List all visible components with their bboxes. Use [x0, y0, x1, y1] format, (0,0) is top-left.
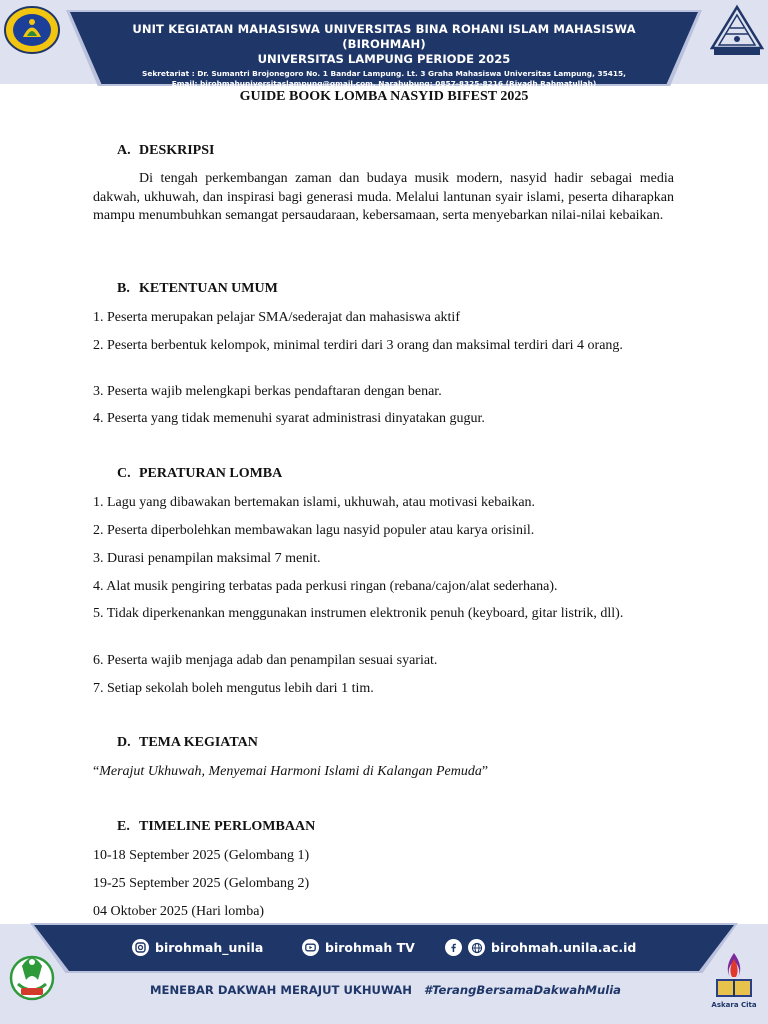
website-url: birohmah.unila.ac.id — [491, 940, 637, 955]
timeline-item: 04 Oktober 2025 (Hari lomba) — [93, 904, 265, 919]
list-item: 3. Durasi penampilan maksimal 7 menit. — [93, 551, 321, 566]
list-item: 7. Setiap sekolah boleh mengutus lebih dari 1 tim. — [93, 681, 374, 696]
askara-cita-label: Askara Cita — [711, 1001, 757, 1009]
list-item: 3. Peserta wajib melengkapi berkas pendaftaran dengan benar. — [93, 384, 442, 399]
list-item: 5. Tidak diperkenankan menggunakan instrumen elektronik penuh (keyboard, gitar listrik, dll). — [93, 606, 624, 621]
section-title: KETENTUAN UMUM — [139, 281, 278, 296]
section-heading-ketentuan-umum — [117, 281, 278, 297]
header-university-period: UNIVERSITAS LAMPUNG PERIODE 2025 — [257, 52, 511, 66]
timeline-item: 19-25 September 2025 (Gelombang 2) — [93, 876, 310, 891]
header-address: Sekretariat : Dr. Sumantri Brojonegoro No. 1 Bandar Lampung. Lt. 3 Graha Mahasiswa Universitas Lampung, 35415, — [142, 69, 626, 78]
instagram-icon — [132, 939, 149, 956]
universitas-lampung-logo-icon — [3, 4, 61, 56]
list-item: 4. Alat musik pengiring terbatas pada perkusi ringan (rebana/cajon/alat sederhana). — [93, 579, 558, 594]
deskripsi-paragraph: Di tengah perkembangan zaman dan budaya musik modern, nasyid hadir sebagai media dakwah, ukhuwah, dan inspirasi bagi generasi muda. Melalui lantunan syair islami, peserta diharapkan mampu menumbuhkan semangat persaudaraan, kebersamaan, serta menyebarkan nilai-nilai kebaikan. — [93, 171, 674, 224]
timeline-item: 10-18 September 2025 (Gelombang 1) — [93, 848, 310, 863]
header-organization-name: UNIT KEGIATAN MAHASISWA UNIVERSITAS BINA ROHANI ISLAM MAHASISWA (BIROHMAH) — [132, 22, 636, 51]
section-letter: D. — [117, 735, 131, 750]
facebook-icon — [445, 939, 462, 956]
youtube-channel: birohmah TV — [325, 940, 415, 955]
footer-hashtag: #TerangBersamaDakwahMulia — [424, 983, 621, 997]
header-text — [90, 22, 678, 89]
instagram-link[interactable] — [132, 939, 263, 956]
section-heading-peraturan-lomba — [117, 466, 282, 482]
footer-tagline: MENEBAR DAKWAH MERAJUT UKHUWAH — [150, 983, 412, 997]
list-item: 4. Peserta yang tidak memenuhi syarat administrasi dinyatakan gugur. — [93, 411, 485, 426]
youtube-icon — [302, 939, 319, 956]
website-link[interactable] — [445, 939, 636, 956]
section-letter: B. — [117, 281, 130, 296]
open-quote: “ — [93, 764, 100, 779]
section-letter: C. — [117, 466, 131, 481]
list-item: 2. Peserta diperbolehkan membawakan lagu nasyid populer atau karya orisinil. — [93, 523, 535, 538]
section-heading-deskripsi — [117, 143, 214, 159]
list-item: 2. Peserta berbentuk kelompok, minimal terdiri dari 3 orang dan maksimal terdiri dari 4 orang. — [93, 338, 623, 353]
section-title: TIMELINE PERLOMBAAN — [139, 819, 316, 834]
header-contact: Email: birohmahuniversitaslampung@gmail.com. Narahubung: 0857-8325-8216 (Riyadh Rahmatullah) — [171, 79, 597, 88]
theme-quote — [93, 763, 674, 781]
section-title: TEMA KEGIATAN — [139, 735, 258, 750]
instagram-handle: birohmah_unila — [155, 940, 264, 955]
theme-text: Merajut Ukhuwah, Menyemai Harmoni Islami di Kalangan Pemuda — [99, 764, 482, 779]
section-letter: E. — [117, 819, 130, 834]
section-title: DESKRIPSI — [139, 143, 215, 158]
list-item: 1. Lagu yang dibawakan bertemakan islami, ukhuwah, atau motivasi kebaikan. — [93, 495, 536, 510]
list-item: 1. Peserta merupakan pelajar SMA/sederajat dan mahasiswa aktif — [93, 310, 460, 325]
document-title: GUIDE BOOK LOMBA NASYID BIFEST 2025 — [239, 89, 529, 104]
globe-icon — [468, 939, 485, 956]
section-letter: A. — [117, 143, 131, 158]
section-title: PERATURAN LOMBA — [139, 466, 283, 481]
list-item: 6. Peserta wajib menjaga adab dan penampilan sesuai syariat. — [93, 653, 438, 668]
close-quote: ” — [481, 764, 489, 779]
youtube-link[interactable] — [302, 939, 415, 956]
section-heading-timeline — [117, 819, 315, 835]
section-heading-tema-kegiatan — [117, 735, 258, 751]
fsldk-logo-icon — [8, 944, 56, 1008]
birohmah-logo-icon — [708, 4, 766, 56]
